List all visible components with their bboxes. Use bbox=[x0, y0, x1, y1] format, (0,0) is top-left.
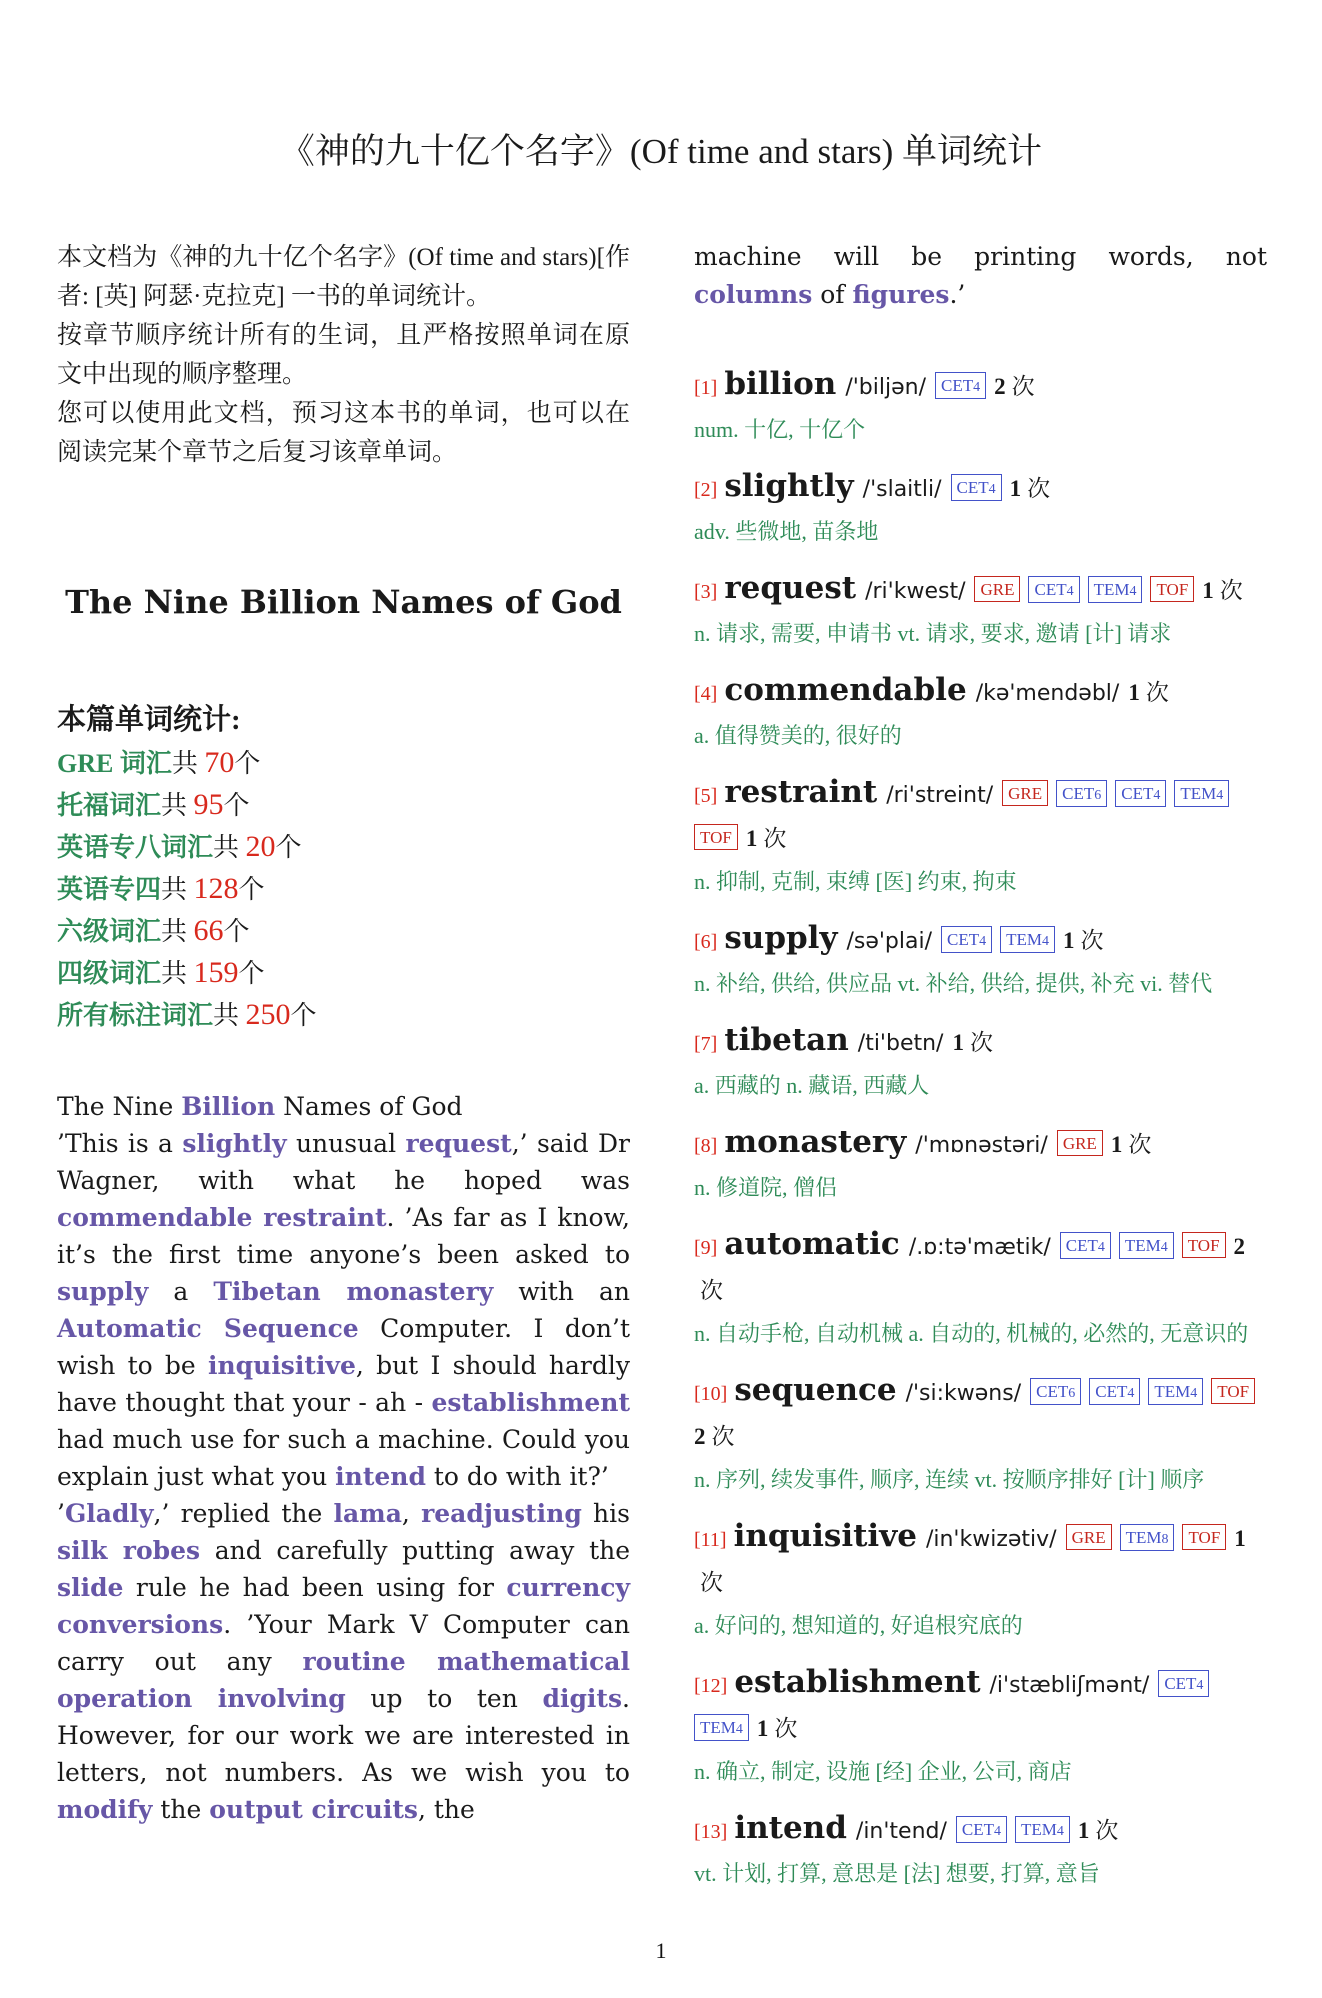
intro-paragraphs bbox=[57, 238, 630, 472]
entry-definition: n. 修道院, 僧侣 bbox=[694, 1175, 838, 1200]
entry-phonetic: /'biljən/ bbox=[845, 375, 926, 400]
entry-word: automatic bbox=[724, 1226, 900, 1262]
vocab-entry bbox=[694, 466, 1267, 549]
vocab-entry bbox=[694, 364, 1267, 447]
stat-unit: 个 bbox=[238, 959, 265, 988]
stat-label: 六级词汇 bbox=[57, 917, 162, 946]
entry-times-label: 次 bbox=[700, 1570, 723, 1595]
level-tag-number: 4 bbox=[973, 380, 981, 395]
level-tag-number: 8 bbox=[1161, 1532, 1169, 1547]
entry-definition: adv. 些微地, 苗条地 bbox=[694, 519, 879, 544]
story-text-run: with an bbox=[493, 1277, 630, 1306]
highlighted-word: columns bbox=[694, 280, 813, 309]
entry-index: [12] bbox=[694, 1675, 728, 1697]
level-tag-tem4: TEM4 bbox=[1174, 780, 1229, 807]
story-paragraph bbox=[57, 1088, 630, 1125]
stat-label: 英语专八词汇 bbox=[57, 833, 214, 862]
stat-label: 所有标注词汇 bbox=[57, 1001, 214, 1030]
level-tag-tem8: TEM8 bbox=[1120, 1524, 1175, 1551]
entry-word: billion bbox=[724, 366, 837, 402]
highlighted-word: Automatic Sequence bbox=[57, 1314, 359, 1343]
level-tag-tem4: TEM4 bbox=[1088, 576, 1143, 603]
vocab-entry-head bbox=[694, 1516, 1267, 1606]
story-text-run: , the bbox=[417, 1795, 475, 1824]
highlighted-word: lama bbox=[333, 1499, 402, 1528]
vocab-entry-head bbox=[694, 466, 1267, 512]
entry-phonetic: /'si:kwəns/ bbox=[905, 1381, 1022, 1406]
story-text-run: ’This is a bbox=[57, 1129, 183, 1158]
story-text-run: Names of God bbox=[275, 1092, 463, 1121]
stat-count: 95 bbox=[193, 788, 224, 821]
highlighted-word: routine mathematical operation involving bbox=[57, 1647, 631, 1713]
entry-count: 1 bbox=[1077, 1818, 1090, 1843]
highlighted-word: output circuits bbox=[209, 1795, 418, 1824]
vocab-entry-head bbox=[694, 568, 1267, 614]
story-text-run: and carefully putting away the bbox=[200, 1536, 631, 1565]
vocab-entry-head bbox=[694, 772, 1267, 862]
stat-line bbox=[57, 826, 630, 868]
entry-phonetic: /.ɒ:tə'mætik/ bbox=[908, 1235, 1051, 1260]
entry-definition: n. 序列, 续发事件, 顺序, 连续 vt. 按顺序排好 [计] 顺序 bbox=[694, 1467, 1205, 1492]
stat-connector: 共 bbox=[161, 959, 194, 988]
stat-line bbox=[57, 868, 630, 910]
level-tag-number: 4 bbox=[1129, 584, 1137, 599]
entry-word: sequence bbox=[734, 1372, 897, 1408]
stat-count: 159 bbox=[193, 956, 239, 989]
stats-block bbox=[57, 698, 630, 1036]
document-page bbox=[0, 128, 1322, 1998]
stat-count: 250 bbox=[245, 998, 291, 1031]
story-paragraph bbox=[694, 238, 1267, 314]
level-tag-tem4: TEM4 bbox=[1119, 1232, 1174, 1259]
page-title: 《神的九十亿个名字》(Of time and stars) 单词统计 bbox=[279, 132, 1043, 171]
level-tag-number: 4 bbox=[1056, 1824, 1064, 1839]
story-text-run: a bbox=[148, 1277, 214, 1306]
entry-index: [13] bbox=[694, 1821, 728, 1843]
vocab-entry bbox=[694, 772, 1267, 899]
entry-count: 2 bbox=[694, 1424, 706, 1449]
entry-count: 1 bbox=[756, 1716, 769, 1741]
entry-count: 1 bbox=[1063, 928, 1075, 953]
story-text-run: of bbox=[812, 280, 853, 309]
entry-definition: a. 西藏的 n. 藏语, 西藏人 bbox=[694, 1073, 930, 1098]
stat-unit: 个 bbox=[223, 791, 250, 820]
stat-unit: 个 bbox=[234, 749, 261, 778]
entry-definition: n. 自动手枪, 自动机械 a. 自动的, 机械的, 必然的, 无意识的 bbox=[694, 1321, 1249, 1346]
level-tag-cet4: CET4 bbox=[1115, 780, 1166, 807]
level-tag-number: 4 bbox=[988, 482, 996, 497]
entry-word: commendable bbox=[724, 672, 967, 708]
vocab-entry bbox=[694, 1020, 1267, 1103]
entry-index: [8] bbox=[694, 1135, 718, 1157]
stat-unit: 个 bbox=[275, 833, 302, 862]
vocab-entry bbox=[694, 1516, 1267, 1643]
level-tag-cet4: CET4 bbox=[941, 926, 992, 953]
level-tag-number: 4 bbox=[979, 934, 987, 949]
vocab-entry-head bbox=[694, 1808, 1267, 1854]
level-tag-tem4: TEM4 bbox=[1015, 1816, 1070, 1843]
entry-word: establishment bbox=[734, 1664, 981, 1700]
entry-times-label: 次 bbox=[700, 1278, 723, 1303]
entry-definition: a. 好问的, 想知道的, 好追根究底的 bbox=[694, 1613, 1023, 1638]
story-text-run: . However, for our work we are interested in letters, not numbers. As we wish you to bbox=[57, 1684, 630, 1787]
entry-times-label: 次 bbox=[1011, 374, 1035, 399]
highlighted-word: slide bbox=[57, 1573, 124, 1602]
intro-paragraph: 按章节顺序统计所有的生词，且严格按照单词在原文中出现的顺序整理。 bbox=[57, 322, 630, 388]
entry-count: 2 bbox=[994, 374, 1006, 399]
entry-index: [10] bbox=[694, 1383, 728, 1405]
entry-word: request bbox=[724, 570, 857, 606]
story-text-run: the bbox=[152, 1795, 210, 1824]
entry-definition: vt. 计划, 打算, 意思是 [法] 想要, 打算, 意旨 bbox=[694, 1861, 1100, 1886]
vocab-entries bbox=[694, 364, 1267, 1891]
stat-connector: 共 bbox=[213, 1001, 246, 1030]
stat-connector: 共 bbox=[161, 917, 194, 946]
entry-index: [3] bbox=[694, 581, 718, 603]
story-heading: The Nine Billion Names of God bbox=[65, 583, 622, 621]
vocab-entry-head bbox=[694, 1662, 1267, 1752]
story-text-continued bbox=[694, 238, 1267, 314]
level-tag-number: 4 bbox=[1127, 1386, 1135, 1401]
right-column bbox=[694, 238, 1267, 1910]
highlighted-word: commendable restraint bbox=[57, 1203, 387, 1232]
vocab-entry-head bbox=[694, 1020, 1267, 1066]
level-tag-number: 4 bbox=[735, 1722, 743, 1737]
entry-phonetic: /kə'mendəbl/ bbox=[975, 681, 1120, 706]
story-text-run: rule he had been using for bbox=[123, 1573, 507, 1602]
stat-connector: 共 bbox=[213, 833, 246, 862]
entry-phonetic: /in'tend/ bbox=[855, 1819, 947, 1844]
entry-index: [6] bbox=[694, 931, 718, 953]
entry-definition: n. 抑制, 克制, 束缚 [医] 约束, 拘束 bbox=[694, 869, 1017, 894]
entry-word: inquisitive bbox=[733, 1518, 917, 1554]
entry-definition: n. 请求, 需要, 申请书 vt. 请求, 要求, 邀请 [计] 请求 bbox=[694, 621, 1172, 646]
level-tag-tof: TOF bbox=[694, 824, 738, 850]
highlighted-word: request bbox=[405, 1129, 512, 1158]
highlighted-word: inquisitive bbox=[207, 1351, 356, 1380]
level-tag-cet6: CET6 bbox=[1030, 1378, 1081, 1405]
entry-definition: a. 值得赞美的, 很好的 bbox=[694, 723, 902, 748]
story-text-run: ,’ said Dr Wagner, with what he hoped was bbox=[57, 1129, 631, 1195]
entry-phonetic: /in'kwizətiv/ bbox=[925, 1527, 1057, 1552]
vocab-entry bbox=[694, 568, 1267, 651]
entry-times-label: 次 bbox=[969, 1030, 993, 1055]
vocab-entry bbox=[694, 1122, 1267, 1205]
entry-word: intend bbox=[734, 1810, 847, 1846]
entry-count: 1 bbox=[1202, 578, 1214, 603]
entry-times-label: 次 bbox=[1145, 680, 1169, 705]
entry-times-label: 次 bbox=[711, 1424, 735, 1449]
level-tag-number: 4 bbox=[1153, 788, 1161, 803]
story-text-run: , bbox=[401, 1499, 422, 1528]
entry-word: tibetan bbox=[724, 1022, 849, 1058]
entry-definition: n. 确立, 制定, 设施 [经] 企业, 公司, 商店 bbox=[694, 1759, 1072, 1784]
stat-count: 128 bbox=[193, 872, 239, 905]
highlighted-word: intend bbox=[335, 1462, 426, 1491]
vocab-entry-head bbox=[694, 1122, 1267, 1168]
story-text bbox=[57, 1088, 630, 1828]
story-text-run: to do with it?’ bbox=[425, 1462, 609, 1491]
level-tag-tof: TOF bbox=[1150, 576, 1194, 602]
story-text-run: his bbox=[581, 1499, 630, 1528]
level-tag-number: 4 bbox=[994, 1824, 1002, 1839]
stat-label: 托福词汇 bbox=[57, 791, 162, 820]
entry-times-label: 次 bbox=[1095, 1818, 1119, 1843]
entry-index: [11] bbox=[694, 1529, 727, 1551]
stat-unit: 个 bbox=[223, 917, 250, 946]
level-tag-cet4: CET4 bbox=[951, 474, 1002, 501]
vocab-entry-head bbox=[694, 1370, 1267, 1460]
level-tag-cet6: CET6 bbox=[1056, 780, 1107, 807]
level-tag-tof: TOF bbox=[1211, 1378, 1255, 1404]
entry-count: 1 bbox=[952, 1030, 964, 1055]
stats-list bbox=[57, 742, 630, 1036]
level-tag-number: 6 bbox=[1068, 1386, 1076, 1401]
level-tag-number: 4 bbox=[1097, 1240, 1105, 1255]
vocab-entry-head bbox=[694, 670, 1267, 716]
story-text-run: ,’ replied the bbox=[153, 1499, 334, 1528]
story-paragraph bbox=[57, 1125, 630, 1495]
level-tag-tof: TOF bbox=[1182, 1524, 1226, 1550]
entry-index: [5] bbox=[694, 785, 718, 807]
stat-label: 英语专四 bbox=[57, 875, 162, 904]
highlighted-word: Gladly bbox=[64, 1499, 154, 1528]
vocab-entry-head bbox=[694, 1224, 1267, 1314]
vocab-entry bbox=[694, 1224, 1267, 1351]
stat-line bbox=[57, 784, 630, 826]
entry-count: 1 bbox=[1234, 1526, 1246, 1551]
level-tag-cet4: CET4 bbox=[1060, 1232, 1111, 1259]
vocab-entry bbox=[694, 918, 1267, 1001]
stat-connector: 共 bbox=[161, 791, 194, 820]
stat-connector: 共 bbox=[171, 749, 205, 778]
story-text-run: up to ten bbox=[345, 1684, 543, 1713]
entry-index: [2] bbox=[694, 479, 718, 501]
level-tag-tem4: TEM4 bbox=[1148, 1378, 1203, 1405]
highlighted-word: Tibetan monastery bbox=[213, 1277, 494, 1306]
vocab-entry-head bbox=[694, 918, 1267, 964]
level-tag-number: 4 bbox=[1216, 788, 1224, 803]
entry-count: 1 bbox=[1110, 1132, 1123, 1157]
vocab-entry-head bbox=[694, 364, 1267, 410]
entry-times-label: 次 bbox=[1080, 928, 1104, 953]
highlighted-word: figures bbox=[852, 280, 950, 309]
entry-count: 1 bbox=[1128, 680, 1140, 705]
level-tag-gre: GRE bbox=[1002, 780, 1048, 806]
story-text-run: . ’Your Mark V Computer can carry out any bbox=[57, 1610, 630, 1676]
story-text-run: .’ bbox=[949, 280, 966, 309]
entry-times-label: 次 bbox=[1219, 578, 1243, 603]
stat-unit: 个 bbox=[290, 1001, 317, 1030]
highlighted-word: modify bbox=[57, 1795, 153, 1824]
page-number: 1 bbox=[655, 1938, 667, 1963]
two-column-layout bbox=[0, 238, 1322, 1910]
level-tag-number: 6 bbox=[1094, 788, 1102, 803]
entry-times-label: 次 bbox=[1027, 476, 1051, 501]
level-tag-number: 4 bbox=[1190, 1386, 1198, 1401]
vocab-entry bbox=[694, 1662, 1267, 1789]
stat-count: 20 bbox=[245, 830, 276, 863]
story-paragraph bbox=[57, 1495, 630, 1828]
stat-connector: 共 bbox=[161, 875, 194, 904]
level-tag-number: 4 bbox=[1196, 1678, 1204, 1693]
stat-line bbox=[57, 994, 630, 1036]
entry-word: restraint bbox=[724, 774, 878, 810]
level-tag-cet4: CET4 bbox=[935, 372, 986, 399]
highlighted-word: Billion bbox=[181, 1092, 276, 1121]
level-tag-number: 4 bbox=[1042, 934, 1050, 949]
vocab-entry bbox=[694, 670, 1267, 753]
entry-times-label: 次 bbox=[774, 1716, 798, 1741]
entry-times-label: 次 bbox=[1128, 1132, 1152, 1157]
stat-label: GRE 词汇 bbox=[57, 749, 172, 778]
entry-word: supply bbox=[724, 920, 838, 956]
level-tag-number: 4 bbox=[1160, 1240, 1168, 1255]
entry-word: monastery bbox=[724, 1124, 907, 1160]
highlighted-word: silk robes bbox=[57, 1536, 201, 1565]
entry-index: [7] bbox=[694, 1033, 718, 1055]
highlighted-word: slightly bbox=[182, 1129, 287, 1158]
entry-phonetic: /'mɒnəstəri/ bbox=[915, 1133, 1048, 1158]
vocab-entry bbox=[694, 1808, 1267, 1891]
stat-line bbox=[57, 952, 630, 994]
story-text-run: machine will be printing words, not bbox=[694, 242, 1267, 271]
level-tag-cet4: CET4 bbox=[1028, 576, 1079, 603]
stat-line bbox=[57, 742, 630, 784]
story-text-run: ’ bbox=[57, 1499, 65, 1528]
level-tag-gre: GRE bbox=[1057, 1130, 1103, 1156]
entry-count: 1 bbox=[745, 826, 758, 851]
stat-count: 66 bbox=[193, 914, 224, 947]
entry-index: [1] bbox=[694, 377, 718, 399]
entry-count: 2 bbox=[1233, 1234, 1246, 1259]
level-tag-cet4: CET4 bbox=[1158, 1670, 1209, 1697]
entry-index: [4] bbox=[694, 683, 718, 705]
story-text-run: The Nine bbox=[57, 1092, 182, 1121]
intro-paragraph: 本文档为《神的九十亿个名字》(Of time and stars)[作者: [英] 阿瑟·克拉克] 一书的单词统计。 bbox=[57, 244, 630, 310]
entry-phonetic: /i'stæbliʃmənt/ bbox=[989, 1673, 1150, 1698]
level-tag-tem4: TEM4 bbox=[1000, 926, 1055, 953]
story-text-run: . ’As far as I know, it’s the first time anyone’s been asked to bbox=[57, 1203, 630, 1269]
highlighted-word: establishment bbox=[431, 1388, 630, 1417]
stat-label: 四级词汇 bbox=[57, 959, 162, 988]
highlighted-word: digits bbox=[542, 1684, 623, 1713]
level-tag-tof: TOF bbox=[1182, 1232, 1226, 1258]
entry-phonetic: /sə'plai/ bbox=[846, 929, 933, 954]
entry-count: 1 bbox=[1009, 476, 1022, 501]
left-column bbox=[57, 238, 630, 1828]
level-tag-tem4: TEM4 bbox=[694, 1714, 749, 1741]
entry-phonetic: /'slaitli/ bbox=[862, 477, 942, 502]
entry-times-label: 次 bbox=[763, 826, 787, 851]
highlighted-word: readjusting bbox=[421, 1499, 582, 1528]
story-text-run: Computer. I don’t wish to be bbox=[57, 1314, 630, 1380]
story-text-run: unusual bbox=[286, 1129, 406, 1158]
entry-phonetic: /ri'kwest/ bbox=[865, 579, 966, 604]
entry-word: slightly bbox=[724, 468, 854, 504]
stat-line bbox=[57, 910, 630, 952]
stat-unit: 个 bbox=[238, 875, 265, 904]
level-tag-number: 4 bbox=[1066, 584, 1074, 599]
story-text-run: , but I should hardly have thought that your - ah - bbox=[57, 1351, 631, 1417]
level-tag-gre: GRE bbox=[974, 576, 1020, 602]
stat-count: 70 bbox=[204, 746, 235, 779]
story-text-run: had much use for such a machine. Could you explain just what you bbox=[57, 1425, 630, 1491]
entry-definition: num. 十亿, 十亿个 bbox=[694, 417, 866, 442]
highlighted-word: currency conversions bbox=[57, 1573, 630, 1639]
entry-phonetic: /ri'streint/ bbox=[886, 783, 994, 808]
highlighted-word: supply bbox=[57, 1277, 149, 1306]
entry-phonetic: /ti'betn/ bbox=[857, 1031, 944, 1056]
entry-definition: n. 补给, 供给, 供应品 vt. 补给, 供给, 提供, 补充 vi. 替代 bbox=[694, 971, 1213, 996]
stats-heading: 本篇单词统计: bbox=[57, 704, 241, 736]
entry-index: [9] bbox=[694, 1237, 718, 1259]
level-tag-cet4: CET4 bbox=[956, 1816, 1007, 1843]
vocab-entry bbox=[694, 1370, 1267, 1497]
intro-paragraph: 您可以使用此文档，预习这本书的单词，也可以在阅读完某个章节之后复习该章单词。 bbox=[57, 400, 630, 466]
level-tag-gre: GRE bbox=[1066, 1524, 1112, 1550]
level-tag-cet4: CET4 bbox=[1089, 1378, 1140, 1405]
